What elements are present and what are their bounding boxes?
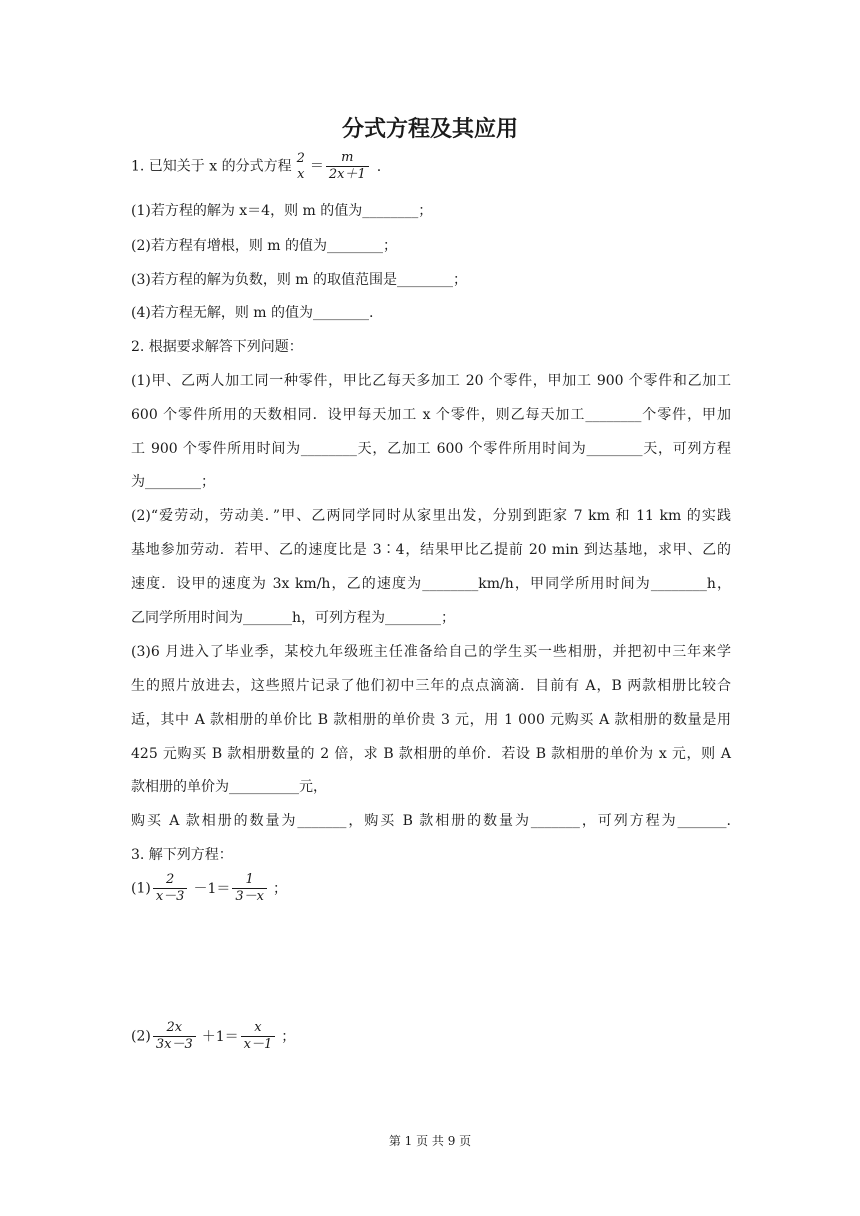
q1-part-4: (4)若方程无解，则 m 的值为________. bbox=[131, 305, 374, 321]
q3-p2-label: (2) bbox=[131, 1028, 151, 1045]
q1-frac-right-num: m bbox=[341, 150, 354, 165]
q1-equals: ＝ bbox=[309, 158, 324, 175]
q3-equation-1 bbox=[131, 872, 287, 905]
q2-line-9: (3)6 月进入了毕业季，某校九年级班主任准备给自己的学生买一些相册，并把初中三年来学 bbox=[131, 644, 731, 660]
q2-line-1: (1)甲、乙两人加工同一种零件，甲比乙每天多加工 20 个零件，甲加工 900 个零件和乙加工 bbox=[131, 373, 731, 389]
q2-line-11: 适，其中 A 款相册的单价比 B 款相册的单价贵 3 元，用 1 000 元购买 A 款相册的数量是用 bbox=[131, 712, 731, 728]
q2-line-13: 款相册的单价为__________元， bbox=[131, 779, 327, 795]
q1-stem-suffix: . bbox=[376, 158, 382, 175]
q1-frac-left-num: 2 bbox=[296, 150, 305, 166]
q3-p1-label: (1) bbox=[131, 880, 151, 897]
q2-line-14: 购买 A 款相册的数量为_______，购买 B 款相册的数量为_______，可列方程为_______. bbox=[131, 813, 731, 829]
q1-stem bbox=[131, 150, 381, 183]
q2-line-5: (2)“爱劳动，劳动美．”甲、乙两同学同时从家里出发，分别到距家 7 km 和 11 km 的实践 bbox=[131, 508, 731, 524]
q3-p2-right-num: x bbox=[254, 1020, 262, 1035]
q2-line-10: 生的照片放进去，这些照片记录了他们初中三年的点点滴滴．目前有 A，B 两款相册比较合 bbox=[131, 678, 731, 694]
q2-line-7: 速度．设甲的速度为 3x km/h，乙的速度为________km/h，甲同学所用时间为________h， bbox=[131, 576, 731, 592]
page-footer: 第 1 页 共 9 页 bbox=[388, 1134, 472, 1148]
q3-p1-right-den: 3－x bbox=[232, 888, 267, 905]
q3-stem: 3. 解下列方程： bbox=[131, 847, 233, 863]
q3-p2-left-den: 3x－3 bbox=[153, 1036, 196, 1053]
q3-p2-left-num: 2x bbox=[166, 1020, 183, 1035]
q1-fraction-left bbox=[294, 151, 308, 183]
q2-stem: 2. 根据要求解答下列问题： bbox=[131, 339, 303, 355]
q3-p2-mid: ＋1＝ bbox=[201, 1028, 239, 1045]
q2-line-2: 600 个零件所用的天数相同．设甲每天加工 x 个零件，则乙每天加工________个零件，甲加 bbox=[131, 407, 731, 423]
q1-fraction-right bbox=[326, 150, 369, 183]
q1-stem-prefix: 1. 已知关于 x 的分式方程 bbox=[131, 158, 292, 175]
q3-p1-right-num: 1 bbox=[245, 872, 254, 887]
q3-equation-2 bbox=[131, 1020, 295, 1053]
q1-frac-right-den: 2x＋1 bbox=[326, 166, 369, 183]
q2-line-6: 基地参加劳动．若甲、乙的速度比是 3∶4，结果甲比乙提前 20 min 到达基地，求甲、乙的 bbox=[131, 542, 731, 558]
q2-line-4: 为________； bbox=[131, 474, 215, 490]
q3-p2-fraction-right bbox=[241, 1020, 276, 1053]
q3-p2-right-den: x－1 bbox=[241, 1036, 276, 1053]
q2-line-8: 乙同学所用时间为_______h，可列方程为________； bbox=[131, 610, 456, 626]
q1-part-2: (2)若方程有增根，则 m 的值为________； bbox=[131, 238, 398, 254]
q3-p2-end: ； bbox=[281, 1028, 296, 1045]
q3-p1-fraction-left bbox=[153, 872, 188, 905]
q2-line-3: 工 900 个零件所用时间为________天，乙加工 600 个零件所用时间为________天，可列方程 bbox=[131, 441, 731, 457]
q3-p1-left-num: 2 bbox=[166, 872, 175, 887]
q2-line-12: 425 元购买 B 款相册数量的 2 倍，求 B 款相册的单价．若设 B 款相册的单价为 x 元，则 A bbox=[131, 746, 731, 762]
q3-p2-fraction-left bbox=[153, 1020, 196, 1053]
q1-part-1: (1)若方程的解为 x＝4，则 m 的值为________； bbox=[131, 203, 433, 219]
q3-p1-mid: －1＝ bbox=[193, 880, 231, 897]
q3-p1-fraction-right bbox=[232, 872, 267, 905]
q1-frac-left-den: x bbox=[297, 166, 305, 182]
q3-p1-end: ； bbox=[272, 880, 287, 897]
page-title: 分式方程及其应用 bbox=[341, 117, 518, 142]
q3-p1-left-den: x－3 bbox=[153, 888, 188, 905]
q1-part-3: (3)若方程的解为负数，则 m 的取值范围是________； bbox=[131, 272, 468, 288]
